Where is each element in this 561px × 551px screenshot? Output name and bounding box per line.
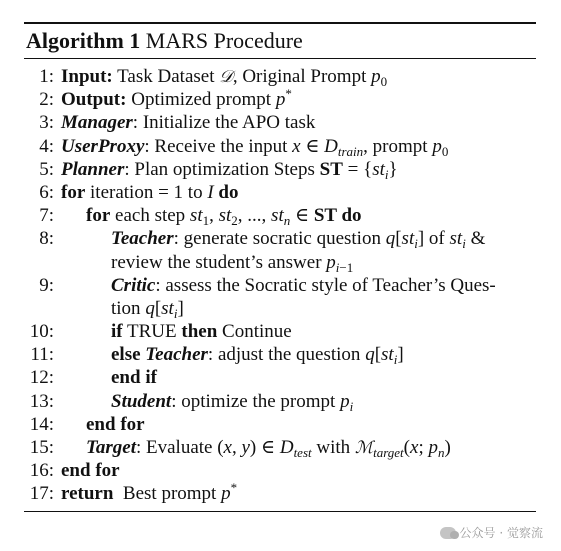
wechat-icon bbox=[440, 527, 456, 539]
algorithm-line bbox=[24, 158, 536, 181]
line-number: 3: bbox=[39, 112, 54, 134]
algorithm-line bbox=[24, 65, 536, 88]
line-number: 10: bbox=[29, 321, 54, 343]
line-number: 2: bbox=[39, 89, 54, 111]
algorithm-line bbox=[24, 459, 536, 482]
line-number: 16: bbox=[29, 460, 54, 482]
watermark-text: 公众号 · 觉察流 bbox=[459, 526, 543, 540]
watermark bbox=[440, 524, 543, 541]
algorithm-line bbox=[24, 320, 536, 343]
algorithm-line bbox=[24, 111, 536, 134]
line-text: Input: Task Dataset 𝒟, Original Prompt $p_0$ bbox=[61, 66, 388, 89]
algorithm-line bbox=[24, 181, 536, 204]
algorithm-line bbox=[24, 366, 536, 389]
line-number: 6: bbox=[39, 181, 54, 203]
line-text: end for bbox=[86, 413, 145, 435]
algorithm-line bbox=[24, 274, 536, 297]
line-number: 5: bbox=[39, 158, 54, 180]
line-number: 17: bbox=[29, 483, 54, 505]
line-number: 14: bbox=[29, 413, 54, 435]
line-text: for each step $st_1$, $st_2$, ..., $st_n$ ∈ ST do bbox=[86, 205, 362, 229]
line-number: 12: bbox=[29, 367, 54, 389]
line-text: tion $q[st_i]$ bbox=[111, 297, 184, 321]
line-text: Student: optimize the prompt $p_i$ bbox=[111, 390, 354, 414]
line-text: Teacher: generate socratic question $q[st_i]$ of $st_i$ & bbox=[111, 228, 486, 252]
algorithm-line bbox=[24, 251, 536, 274]
algorithm-line bbox=[24, 343, 536, 366]
line-text: end for bbox=[61, 460, 120, 482]
algorithm-line bbox=[24, 135, 536, 158]
algorithm-title bbox=[24, 24, 536, 58]
algorithm-line bbox=[24, 482, 536, 505]
line-number: 4: bbox=[39, 135, 54, 157]
line-number: 9: bbox=[39, 274, 54, 296]
algorithm-line bbox=[24, 297, 536, 320]
line-text: for iteration = 1 to I do bbox=[61, 181, 239, 203]
bottom-rule bbox=[24, 511, 536, 512]
algorithm-lines bbox=[24, 59, 536, 506]
line-number: 7: bbox=[39, 205, 54, 227]
line-text: UserProxy: Receive the input x ∈ $D_{train}$, prompt $p_0$ bbox=[61, 135, 449, 159]
line-text: Target: Evaluate (x, y) ∈ $D_{test}$ with ℳ$_{target}$(x; $p_n$) bbox=[86, 437, 451, 460]
algorithm-line bbox=[24, 88, 536, 111]
line-number: 13: bbox=[29, 390, 54, 412]
algorithm-block bbox=[24, 22, 536, 506]
line-number: 8: bbox=[39, 228, 54, 250]
line-text: end if bbox=[111, 367, 157, 389]
line-text: else Teacher: adjust the question $q[st_i]$ bbox=[111, 344, 404, 368]
algorithm-line bbox=[24, 436, 536, 459]
line-text: Manager: Initialize the APO task bbox=[61, 112, 316, 134]
line-text: Output: Optimized prompt p* bbox=[61, 86, 292, 111]
line-text: return Best prompt p* bbox=[61, 480, 238, 505]
algorithm-label: Algorithm 1 bbox=[26, 28, 141, 53]
line-number: 1: bbox=[39, 66, 54, 87]
algorithm-name: MARS Procedure bbox=[145, 28, 303, 53]
line-text: Critic: assess the Socratic style of Teacher’s Ques- bbox=[111, 274, 496, 296]
algorithm-line bbox=[24, 390, 536, 413]
algorithm-line bbox=[24, 227, 536, 250]
line-number: 15: bbox=[29, 437, 54, 458]
line-text: review the student’s answer $p_{i-1}$ bbox=[111, 251, 354, 275]
algorithm-line bbox=[24, 204, 536, 227]
algorithm-line bbox=[24, 413, 536, 436]
line-text: Planner: Plan optimization Steps ST = $\{st_i\}$ bbox=[61, 158, 398, 182]
line-text: if TRUE then Continue bbox=[111, 321, 292, 343]
line-number: 11: bbox=[30, 344, 54, 366]
